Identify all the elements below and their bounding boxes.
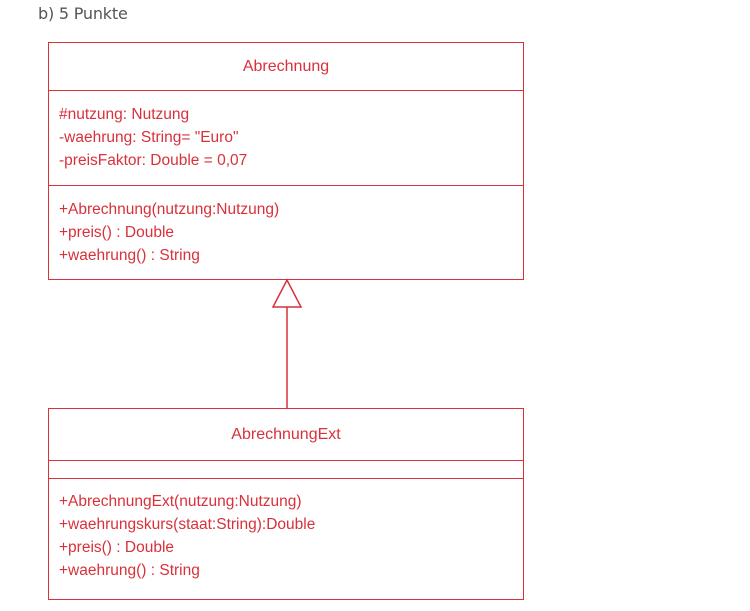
class-name: Abrechnung [49,43,523,91]
operation: +preis() : Double [59,224,175,241]
operation: +Abrechnung(nutzung:Nutzung) [59,201,280,218]
attribute: -waehrung: String= "Euro" [59,129,239,146]
task-heading: b) 5 Punkte [38,4,128,23]
attributes-section-empty [49,461,523,479]
operation: +waehrungskurs(staat:String):Double [59,516,316,533]
operation: +AbrechnungExt(nutzung:Nutzung) [59,493,302,510]
operation: +waehrung() : String [59,247,200,264]
class-name: AbrechnungExt [49,409,523,461]
class-abrechnung [48,42,524,280]
operation: +preis() : Double [59,539,175,556]
attribute: -preisFaktor: Double = 0,07 [59,152,248,169]
operation: +waehrung() : String [59,562,200,579]
attribute: #nutzung: Nutzung [59,106,190,123]
generalization-triangle-icon [273,280,301,307]
class-abrechnung-ext [48,408,524,600]
operations-section [49,186,523,267]
operations-section [49,479,523,582]
attributes-section [49,91,523,186]
